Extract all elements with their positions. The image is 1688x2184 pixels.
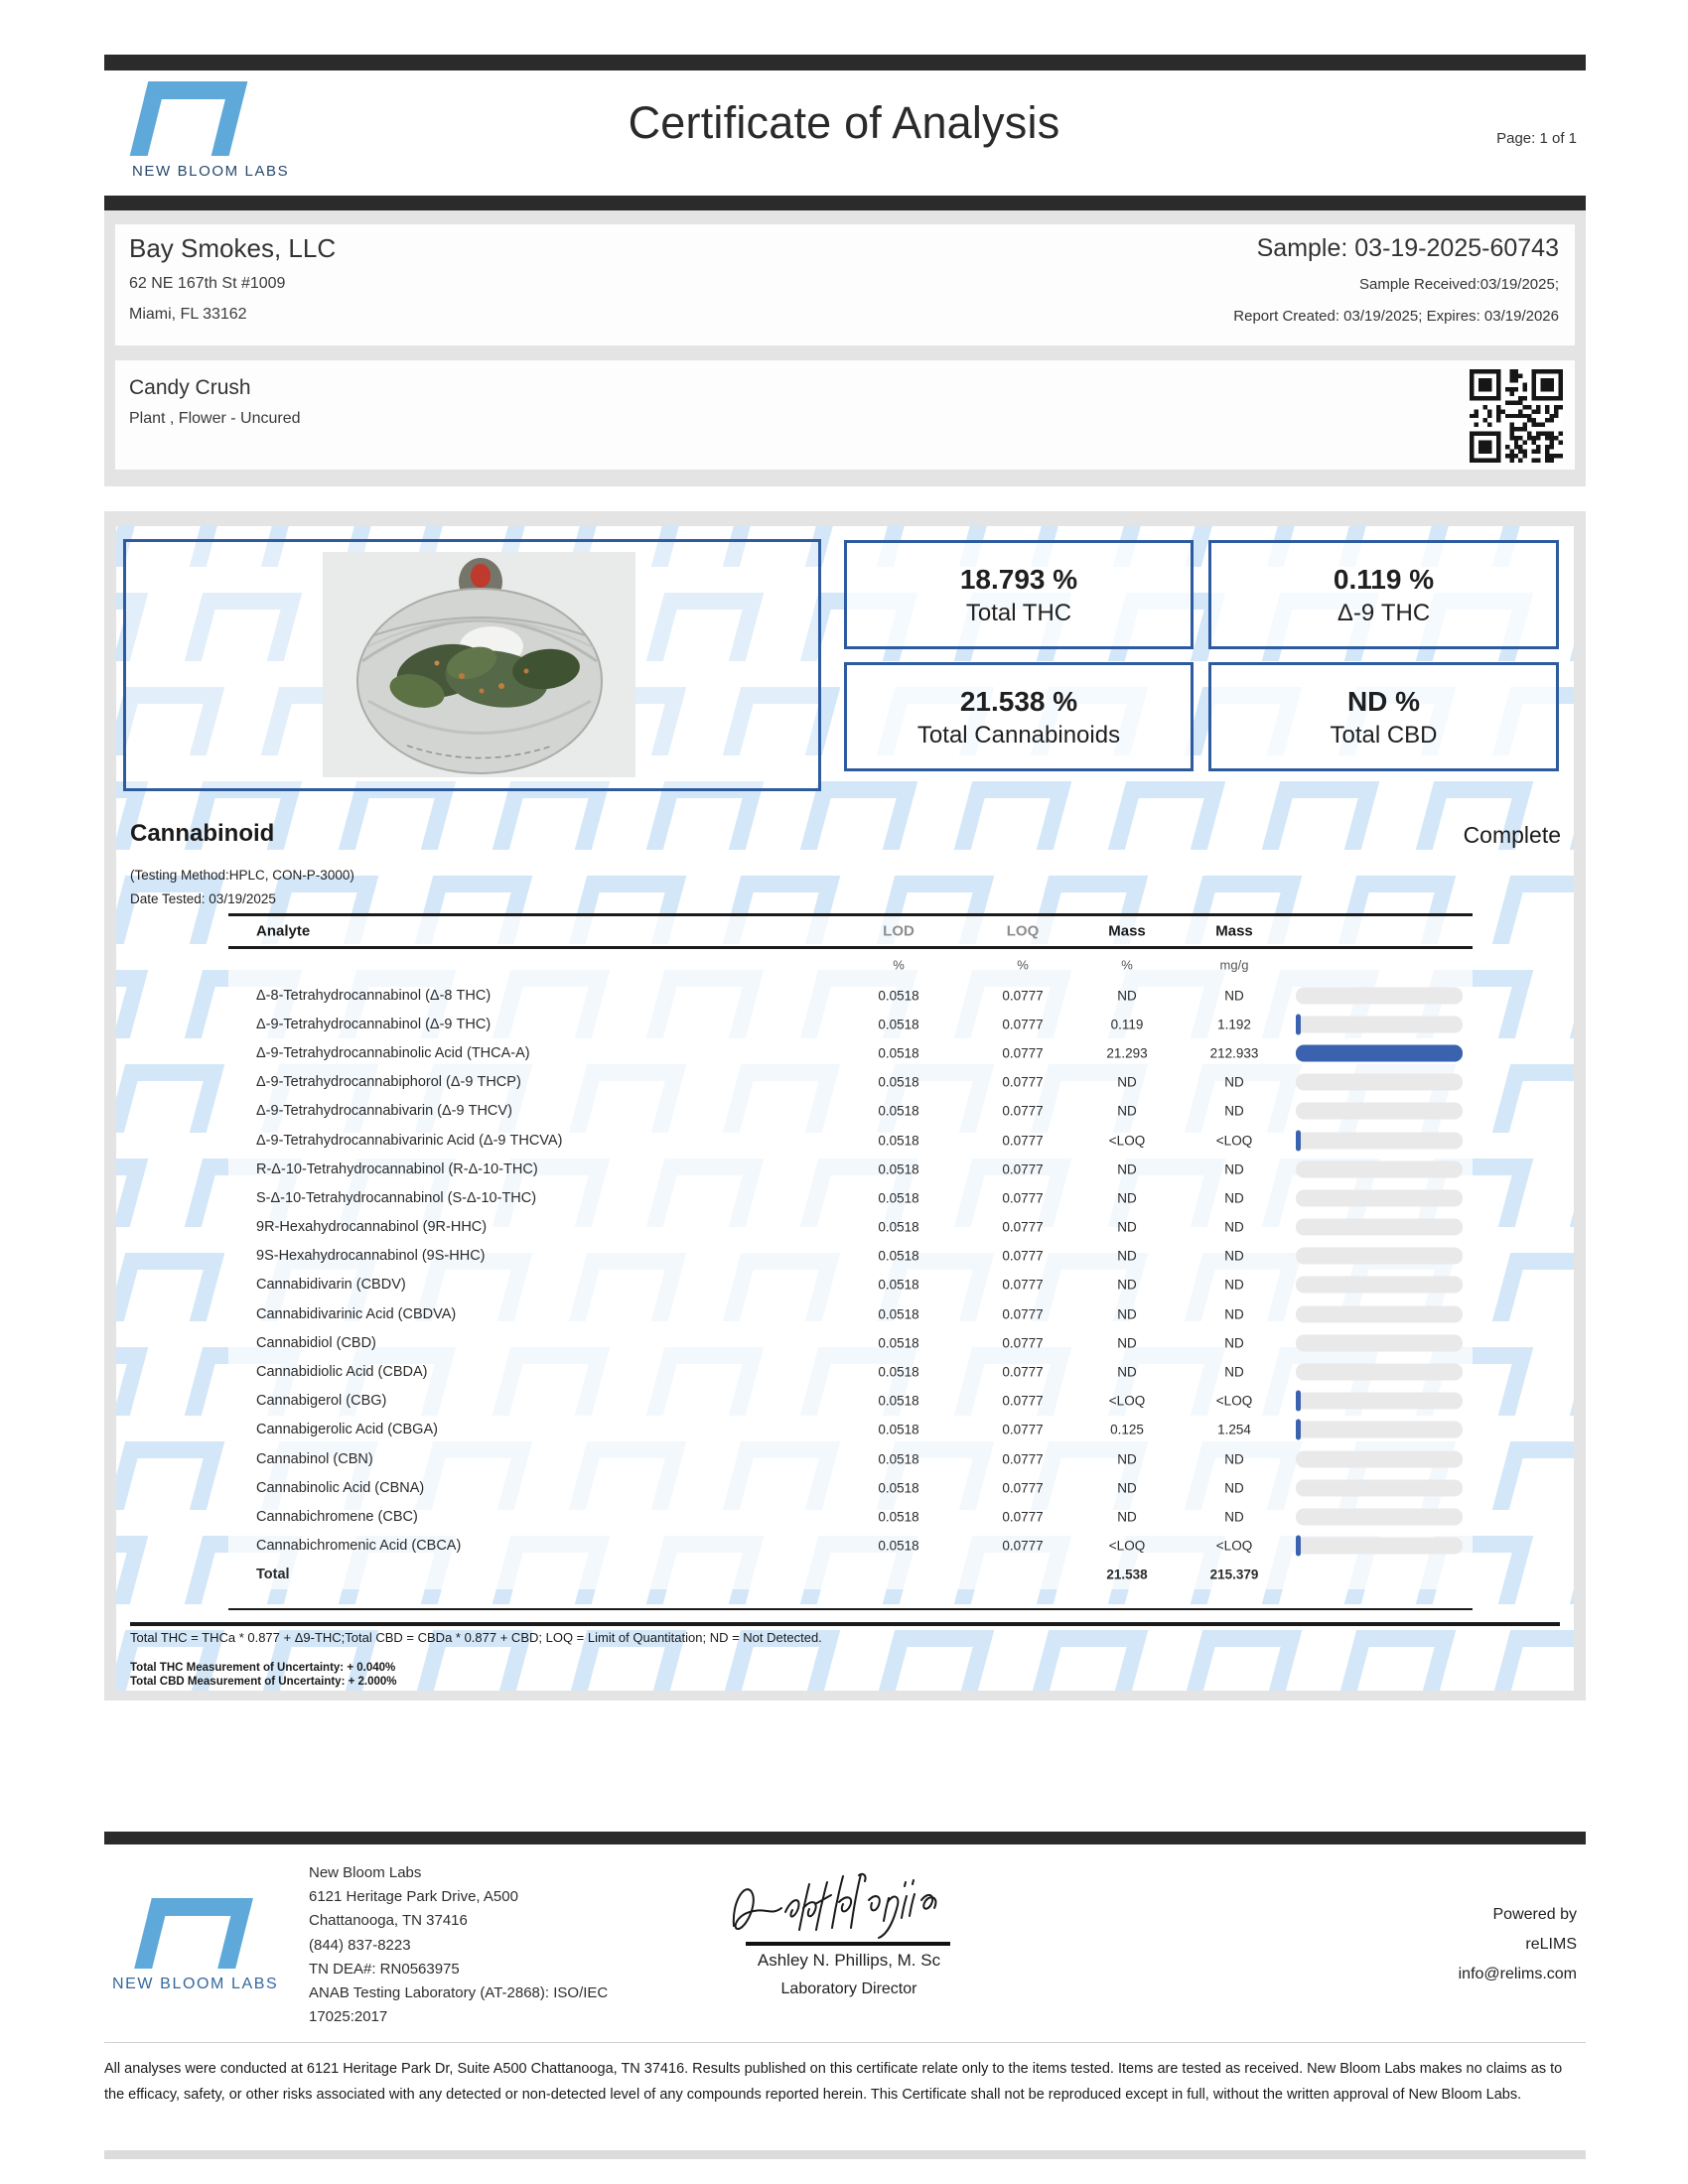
lod-value: 0.0518 — [878, 1306, 919, 1322]
table-row — [228, 1010, 1473, 1038]
loq-value: 0.0777 — [1002, 1422, 1044, 1437]
lod-value: 0.0518 — [878, 1074, 919, 1090]
mass-pct-value: ND — [1117, 1248, 1137, 1264]
result-bar-track — [1296, 1074, 1463, 1091]
table-units-row — [228, 949, 1473, 981]
cannabinoid-table — [228, 913, 1473, 1589]
mass-mg-value: ND — [1224, 1190, 1244, 1206]
lod-value: 0.0518 — [878, 1219, 919, 1235]
result-bar-track — [1296, 1479, 1463, 1496]
mass-pct-value: ND — [1117, 1364, 1137, 1380]
table-row — [228, 1416, 1473, 1444]
loq-value: 0.0777 — [1002, 1509, 1044, 1525]
result-bar-track — [1296, 1450, 1463, 1467]
total-thc-label: Total THC — [965, 600, 1072, 627]
lod-value: 0.0518 — [878, 1480, 919, 1496]
mass-pct-value: ND — [1117, 1451, 1137, 1467]
result-bar-track — [1296, 1538, 1463, 1555]
powered-email: info@relims.com — [1458, 1966, 1577, 1982]
sample-id: Sample: 03-19-2025-60743 — [1256, 234, 1559, 262]
mass-mg-value: ND — [1224, 1248, 1244, 1264]
table-row — [228, 1444, 1473, 1473]
loq-value: 0.0777 — [1002, 1017, 1044, 1032]
client-address-line2: Miami, FL 33162 — [129, 306, 247, 323]
cbd-uncertainty-note: Total CBD Measurement of Uncertainty: + 2.000% — [130, 1676, 397, 1688]
client-name: Bay Smokes, LLC — [129, 233, 337, 263]
mass-pct-value: ND — [1117, 1190, 1137, 1206]
loq-value: 0.0777 — [1002, 988, 1044, 1004]
table-row — [228, 1299, 1473, 1328]
mass-pct-value: ND — [1117, 1219, 1137, 1235]
signatory-title: Laboratory Director — [780, 1980, 917, 1997]
total-thc-box — [844, 540, 1194, 649]
disclaimer-text: All analyses were conducted at 6121 Heritage Park Dr, Suite A500 Chattanooga, TN 37416. Results published on this certificate relate only to the items tested. Items are tested as received. New Bloom Labs makes no claims as to the efficacy, safety, or other risks associated with any detected or non-detected level of any compounds reported herein. This Certificate shall not be reproduced except in full, without the written approval of New Bloom Labs. — [104, 2061, 1563, 2103]
mass-pct-value: <LOQ — [1108, 1133, 1146, 1149]
total-cannabinoids-value: 21.538 % — [959, 685, 1078, 717]
lod-value: 0.0518 — [878, 1133, 919, 1149]
analyte-name: Total — [256, 1567, 290, 1583]
mass-pct-value: <LOQ — [1108, 1538, 1146, 1554]
total-cannabinoids-label: Total Cannabinoids — [916, 722, 1121, 750]
mass-mg-value: ND — [1224, 1335, 1244, 1351]
loq-value: 0.0777 — [1002, 1277, 1044, 1293]
powered-brand: reLIMS — [1525, 1936, 1577, 1953]
table-row — [228, 1097, 1473, 1126]
lod-value: 0.0518 — [878, 1045, 919, 1061]
mass-mg-value: ND — [1224, 1103, 1244, 1119]
lod-value: 0.0518 — [878, 1393, 919, 1409]
analyte-name: Δ-9-Tetrahydrocannabinolic Acid (THCA-A) — [256, 1044, 530, 1061]
table-rule-bottom — [228, 1608, 1473, 1610]
analyte-name: Cannabidiolic Acid (CBDA) — [256, 1364, 428, 1381]
result-bar-fill — [1296, 1130, 1301, 1151]
mass-pct-value: ND — [1117, 1161, 1137, 1177]
lod-value: 0.0518 — [878, 1277, 919, 1293]
mass-mg-value: ND — [1224, 1306, 1244, 1322]
d9-thc-value: 0.119 % — [1333, 563, 1435, 595]
footer-newbloom-logo-icon — [134, 1898, 253, 1969]
qr-code — [1470, 369, 1563, 463]
analyte-name: Cannabidivarin (CBDV) — [256, 1277, 406, 1294]
result-bar-fill — [1296, 1420, 1301, 1440]
mass-mg-value: ND — [1224, 1364, 1244, 1380]
mass-mg-value: ND — [1224, 1509, 1244, 1525]
result-bar-fill — [1296, 1014, 1301, 1034]
total-cbd-value: ND % — [1346, 685, 1421, 717]
lod-value: 0.0518 — [878, 1161, 919, 1177]
result-bar-track — [1296, 1248, 1463, 1265]
analyte-name: Cannabinol (CBN) — [256, 1450, 373, 1467]
total-cbd-label: Total CBD — [1330, 722, 1438, 750]
lod-value: 0.0518 — [878, 1017, 919, 1032]
product-type: Plant , Flower - Uncured — [129, 410, 301, 427]
total-thc-value: 18.793 % — [959, 563, 1078, 595]
thc-uncertainty-note: Total THC Measurement of Uncertainty: + 0.040% — [130, 1662, 396, 1674]
analyte-name: Cannabichromenic Acid (CBCA) — [256, 1538, 462, 1555]
result-bar-track — [1296, 1189, 1463, 1206]
mass-pct-value: 0.125 — [1110, 1422, 1144, 1437]
analyte-name: Δ-9-Tetrahydrocannabivarin (Δ-9 THCV) — [256, 1103, 512, 1120]
mass-mg-value: ND — [1224, 1277, 1244, 1293]
loq-value: 0.0777 — [1002, 1393, 1044, 1409]
mass-pct-value: ND — [1117, 1480, 1137, 1496]
results-panel — [116, 526, 1574, 1691]
mass-mg-value: 215.379 — [1209, 1567, 1259, 1582]
lab-address-line: TN DEA#: RN0563975 — [309, 1960, 460, 1978]
table-row — [228, 1183, 1473, 1212]
sample-received: Sample Received:03/19/2025; — [1359, 276, 1559, 293]
page-number: Page: 1 of 1 — [1496, 130, 1577, 147]
analyte-name: Δ-9-Tetrahydrocannabinol (Δ-9 THC) — [256, 1016, 492, 1032]
analyte-name: 9R-Hexahydrocannabinol (9R-HHC) — [256, 1219, 488, 1236]
analyte-name: Cannabigerolic Acid (CBGA) — [256, 1422, 438, 1438]
mass-pct-value: ND — [1117, 1277, 1137, 1293]
loq-value: 0.0777 — [1002, 1133, 1044, 1149]
lod-value: 0.0518 — [878, 1422, 919, 1437]
result-bar-track — [1296, 1393, 1463, 1410]
analyte-name: R-Δ-10-Tetrahydrocannabinol (R-Δ-10-THC) — [256, 1160, 538, 1177]
col-analyte: Analyte — [256, 922, 311, 940]
result-bar-track — [1296, 1219, 1463, 1236]
report-created: Report Created: 03/19/2025; Expires: 03/19/2026 — [1233, 308, 1559, 325]
section-status: Complete — [1463, 822, 1561, 848]
loq-value: 0.0777 — [1002, 1161, 1044, 1177]
result-bar-track — [1296, 1508, 1463, 1525]
result-bar-fill — [1296, 1536, 1301, 1557]
mass-mg-value: ND — [1224, 1219, 1244, 1235]
unit-mass-pct: % — [1121, 957, 1133, 973]
analyte-name: Δ-8-Tetrahydrocannabinol (Δ-8 THC) — [256, 987, 492, 1004]
result-bar-track — [1296, 1334, 1463, 1351]
mass-mg-value: <LOQ — [1215, 1538, 1253, 1554]
table-row — [228, 1357, 1473, 1386]
sample-photo — [323, 552, 635, 777]
table-row — [228, 1242, 1473, 1271]
unit-lod: % — [893, 957, 905, 973]
section-title: Cannabinoid — [130, 820, 275, 847]
col-mass-mg: Mass — [1215, 922, 1253, 940]
col-lod: LOD — [883, 922, 914, 940]
lod-value: 0.0518 — [878, 1364, 919, 1380]
footer-logo-text: NEW BLOOM LABS — [112, 1976, 279, 1992]
loq-value: 0.0777 — [1002, 1248, 1044, 1264]
loq-value: 0.0777 — [1002, 1219, 1044, 1235]
loq-value: 0.0777 — [1002, 1538, 1044, 1554]
mass-mg-value: 1.192 — [1217, 1017, 1251, 1032]
lod-value: 0.0518 — [878, 1248, 919, 1264]
lab-address-line: New Bloom Labs — [309, 1864, 422, 1881]
unit-loq: % — [1017, 957, 1029, 973]
table-row — [228, 1271, 1473, 1299]
col-mass-pct: Mass — [1108, 922, 1146, 940]
lod-value: 0.0518 — [878, 1190, 919, 1206]
mass-pct-value: ND — [1117, 1103, 1137, 1119]
date-tested: Date Tested: 03/19/2025 — [130, 891, 276, 906]
table-row — [228, 1502, 1473, 1531]
powered-by-label: Powered by — [1492, 1906, 1577, 1923]
analyte-name: S-Δ-10-Tetrahydrocannabinol (S-Δ-10-THC) — [256, 1189, 537, 1206]
result-bar-track — [1296, 1044, 1463, 1061]
mass-pct-value: ND — [1117, 1306, 1137, 1322]
table-row — [228, 1155, 1473, 1183]
table-row — [228, 981, 1473, 1010]
loq-value: 0.0777 — [1002, 1306, 1044, 1322]
table-row — [228, 1532, 1473, 1561]
bottom-edge-strip — [104, 2150, 1586, 2159]
testing-method: (Testing Method:HPLC, CON-P-3000) — [130, 868, 354, 883]
mass-mg-value: ND — [1224, 1480, 1244, 1496]
header-logo-text: NEW BLOOM LABS — [132, 163, 290, 180]
loq-value: 0.0777 — [1002, 1045, 1044, 1061]
loq-value: 0.0777 — [1002, 1190, 1044, 1206]
loq-value: 0.0777 — [1002, 1480, 1044, 1496]
formula-footnote: Total THC = THCa * 0.877 + Δ9-THC;Total CBD = CBDa * 0.877 + CBD; LOQ = Limit of Quantitation; ND = Not Detected. — [130, 1630, 822, 1645]
analyte-name: Δ-9-Tetrahydrocannabivarinic Acid (Δ-9 THCVA) — [256, 1132, 563, 1149]
lod-value: 0.0518 — [878, 1538, 919, 1554]
signatory-name: Ashley N. Phillips, M. Sc — [757, 1951, 941, 1970]
result-bar-track — [1296, 1016, 1463, 1032]
total-cbd-box — [1208, 662, 1559, 771]
unit-mass-mg: mg/g — [1219, 957, 1249, 973]
result-bar-fill — [1296, 1044, 1463, 1061]
header-divider-bar — [104, 196, 1586, 210]
loq-value: 0.0777 — [1002, 1335, 1044, 1351]
mass-mg-value: ND — [1224, 988, 1244, 1004]
result-bar-track — [1296, 1103, 1463, 1120]
mass-pct-value: 21.538 — [1106, 1567, 1148, 1582]
lod-value: 0.0518 — [878, 1335, 919, 1351]
lod-value: 0.0518 — [878, 1103, 919, 1119]
lab-address-line: (844) 837-8223 — [309, 1936, 411, 1954]
result-bar-track — [1296, 987, 1463, 1004]
d9-thc-label: Δ-9 THC — [1336, 600, 1431, 627]
col-loq: LOQ — [1006, 922, 1040, 940]
loq-value: 0.0777 — [1002, 1074, 1044, 1090]
mass-pct-value: ND — [1117, 988, 1137, 1004]
loq-value: 0.0777 — [1002, 1451, 1044, 1467]
mass-mg-value: <LOQ — [1215, 1133, 1253, 1149]
mass-mg-value: 212.933 — [1209, 1045, 1259, 1061]
analyte-name: Cannabichromene (CBC) — [256, 1508, 418, 1525]
mass-pct-value: ND — [1117, 1509, 1137, 1525]
table-row — [228, 1126, 1473, 1155]
footer-divider-bar — [104, 1832, 1586, 1844]
analyte-name: Δ-9-Tetrahydrocannabiphorol (Δ-9 THCP) — [256, 1074, 521, 1091]
mass-pct-value: 0.119 — [1110, 1017, 1144, 1032]
table-row — [228, 1473, 1473, 1502]
client-address-line1: 62 NE 167th St #1009 — [129, 275, 286, 292]
lab-address-line: Chattanooga, TN 37416 — [309, 1912, 468, 1930]
table-row — [228, 1387, 1473, 1416]
mass-mg-value: ND — [1224, 1161, 1244, 1177]
mass-pct-value: <LOQ — [1108, 1393, 1146, 1409]
lod-value: 0.0518 — [878, 1509, 919, 1525]
result-bar-track — [1296, 1364, 1463, 1381]
mass-mg-value: ND — [1224, 1074, 1244, 1090]
mass-pct-value: ND — [1117, 1074, 1137, 1090]
table-row — [228, 1038, 1473, 1067]
lab-address-line: ANAB Testing Laboratory (AT-2868): ISO/IEC — [309, 1984, 609, 2001]
top-divider-bar — [104, 55, 1586, 70]
table-row — [228, 1213, 1473, 1242]
table-total-row — [228, 1561, 1473, 1589]
mass-mg-value: ND — [1224, 1451, 1244, 1467]
page-title: Certificate of Analysis — [628, 97, 1060, 148]
table-rows — [228, 981, 1473, 1589]
product-panel — [115, 360, 1575, 470]
mass-pct-value: 21.293 — [1106, 1045, 1148, 1061]
loq-value: 0.0777 — [1002, 1364, 1044, 1380]
mass-mg-value: <LOQ — [1215, 1393, 1253, 1409]
result-bar-track — [1296, 1277, 1463, 1294]
result-bar-track — [1296, 1132, 1463, 1149]
table-row — [228, 1328, 1473, 1357]
lab-address-line: 17025:2017 — [309, 2008, 388, 2026]
lod-value: 0.0518 — [878, 1451, 919, 1467]
analyte-name: Cannabidiol (CBD) — [256, 1334, 376, 1351]
d9-thc-box — [1208, 540, 1559, 649]
analyte-name: Cannabigerol (CBG) — [256, 1393, 387, 1410]
signature-line — [746, 1942, 950, 1946]
lod-value: 0.0518 — [878, 988, 919, 1004]
mass-mg-value: 1.254 — [1217, 1422, 1251, 1437]
result-bar-track — [1296, 1305, 1463, 1322]
product-name: Candy Crush — [129, 376, 251, 399]
signature-image — [720, 1868, 958, 1946]
total-cannabinoids-box — [844, 662, 1194, 771]
result-bar-track — [1296, 1160, 1463, 1177]
section-rule-bottom — [130, 1622, 1560, 1626]
disclaimer-divider — [104, 2042, 1586, 2043]
result-bar-fill — [1296, 1391, 1301, 1412]
analyte-name: Cannabidivarinic Acid (CBDVA) — [256, 1305, 457, 1322]
table-row — [228, 1068, 1473, 1097]
table-header-row — [228, 916, 1473, 946]
loq-value: 0.0777 — [1002, 1103, 1044, 1119]
result-bar-track — [1296, 1422, 1463, 1438]
analyte-name: 9S-Hexahydrocannabinol (9S-HHC) — [256, 1248, 486, 1265]
analyte-name: Cannabinolic Acid (CBNA) — [256, 1479, 425, 1496]
client-sample-panel — [115, 224, 1575, 345]
lab-address-line: 6121 Heritage Park Drive, A500 — [309, 1888, 518, 1906]
mass-pct-value: ND — [1117, 1335, 1137, 1351]
